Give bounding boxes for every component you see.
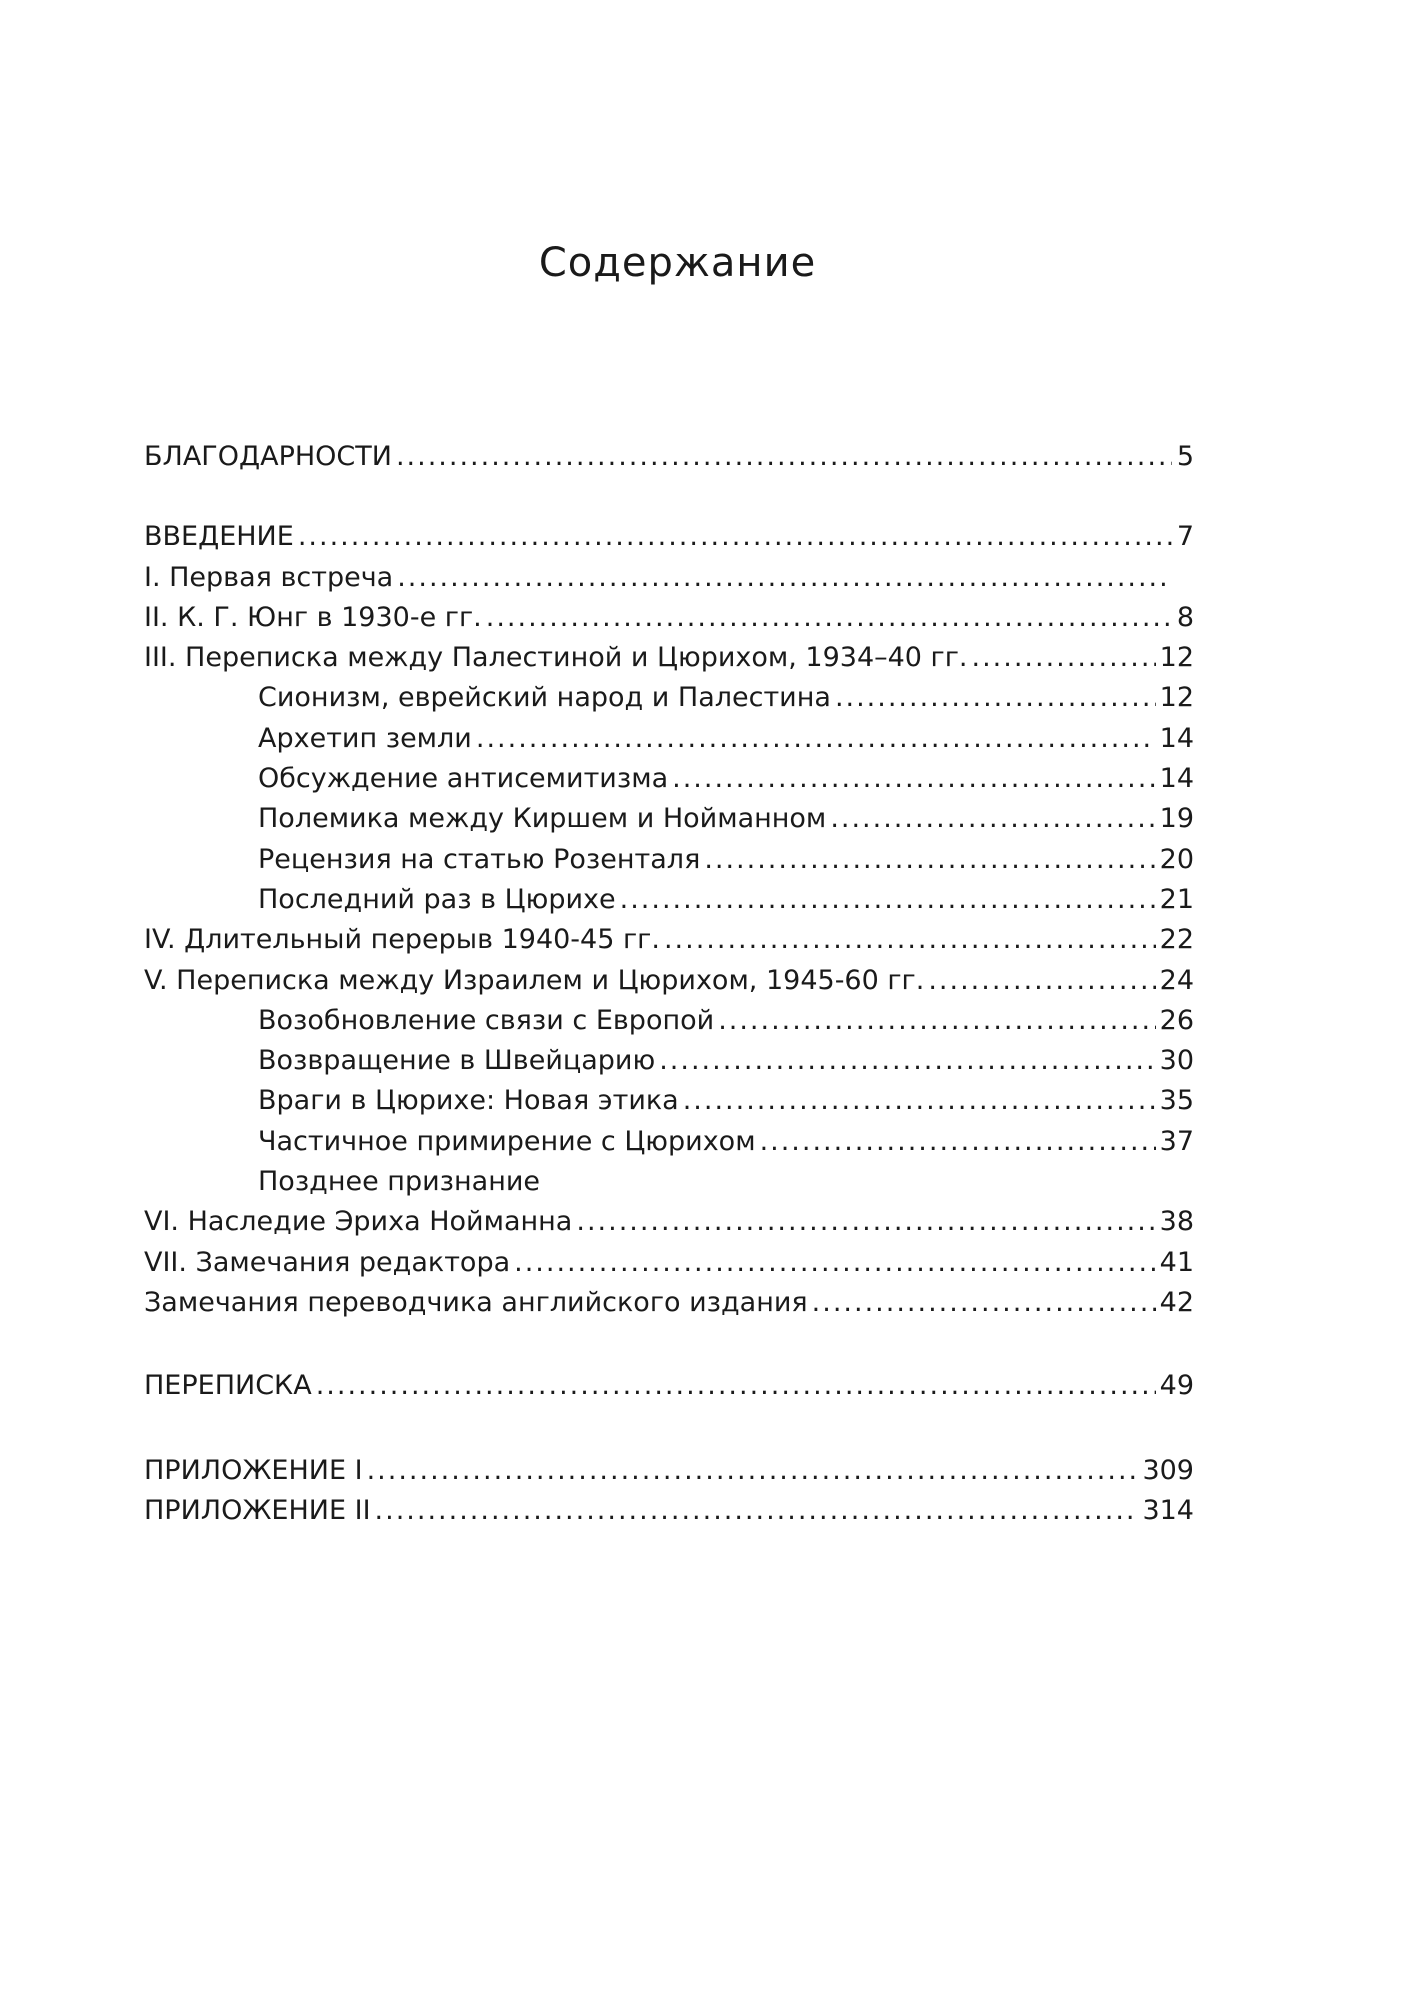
toc-entry-page: 12 xyxy=(1159,682,1194,714)
dot-leader xyxy=(620,880,1156,920)
table-of-contents xyxy=(144,437,1194,1531)
toc-subentry-kirsch-neumann[interactable] xyxy=(144,799,1194,839)
dot-leader xyxy=(316,1366,1156,1406)
toc-subentry-rosenthal-review[interactable] xyxy=(144,840,1194,880)
toc-entry-page: 41 xyxy=(1159,1246,1194,1278)
toc-entry-title: VI. Наследие Эриха Нойманна xyxy=(144,1206,573,1238)
toc-entry-long-break[interactable] xyxy=(144,920,1194,960)
toc-subentry-return-switzerland[interactable] xyxy=(144,1041,1194,1081)
toc-entry-title: V. Переписка между Израилем и Цюрихом, 1945-60 гг. xyxy=(144,964,925,996)
toc-entry-page: 5 xyxy=(1176,441,1194,472)
toc-entry-title: ВВЕДЕНИЕ xyxy=(144,521,294,553)
dot-leader xyxy=(397,558,1172,598)
toc-subentry-zionism[interactable] xyxy=(144,678,1194,718)
toc-entry-title: Рецензия на статью Розенталя xyxy=(258,843,701,875)
toc-entry-page: 12 xyxy=(1159,642,1194,674)
toc-entry-title: III. Переписка между Палестиной и Цюрихом, 1934–40 гг. xyxy=(144,642,968,674)
dot-leader xyxy=(298,517,1172,557)
dot-leader xyxy=(812,1283,1156,1323)
toc-entry-palestine-zurich[interactable] xyxy=(144,638,1194,678)
dot-leader xyxy=(375,1491,1139,1531)
toc-entry-title: Обсуждение антисемитизма xyxy=(258,763,669,795)
toc-entry-editor-notes[interactable] xyxy=(144,1243,1194,1283)
toc-entry-title: Возвращение в Швейцарию xyxy=(258,1045,656,1077)
toc-entry-page: 7 xyxy=(1176,521,1194,553)
toc-entry-title: II. К. Г. Юнг в 1930-е гг. xyxy=(144,601,482,633)
toc-entry-jung-1930s[interactable] xyxy=(144,598,1194,638)
toc-subentry-renewed-contact[interactable] xyxy=(144,1001,1194,1041)
toc-entry-page: 314 xyxy=(1142,1494,1194,1526)
dot-leader xyxy=(367,1451,1139,1491)
toc-entry-title: Полемика между Киршем и Нойманном xyxy=(258,803,827,835)
dot-leader xyxy=(928,961,1155,1001)
toc-entry-title: Замечания переводчика английского издания xyxy=(144,1286,808,1318)
page-title: Содержание xyxy=(538,240,817,286)
toc-entry-page: 49 xyxy=(1159,1370,1194,1402)
dot-leader xyxy=(486,598,1172,638)
dot-leader xyxy=(672,759,1156,799)
toc-entry-title: БЛАГОДАРНОСТИ xyxy=(144,441,392,472)
toc-entry-title: VII. Замечания редактора xyxy=(144,1246,511,1278)
toc-entry-title: Враги в Цюрихе: Новая этика xyxy=(258,1085,679,1117)
toc-subentry-enemies-zurich[interactable] xyxy=(144,1081,1194,1121)
dot-leader xyxy=(514,1243,1156,1283)
toc-subentry-archetype-land[interactable] xyxy=(144,719,1194,759)
toc-entry-title: ПРИЛОЖЕНИЕ II xyxy=(144,1494,371,1526)
toc-entry-title: ПЕРЕПИСКА xyxy=(144,1370,312,1402)
toc-entry-page: 19 xyxy=(1159,803,1194,835)
toc-entry-appendix-2[interactable] xyxy=(144,1491,1194,1531)
toc-entry-introduction[interactable] xyxy=(144,517,1194,557)
dot-leader xyxy=(476,719,1156,759)
dot-leader xyxy=(396,437,1172,477)
toc-entry-title: I. Первая встреча xyxy=(144,561,394,593)
dot-leader xyxy=(683,1081,1156,1121)
toc-entry-page: 42 xyxy=(1159,1286,1194,1318)
toc-entry-title: Последний раз в Цюрихе xyxy=(258,883,616,915)
toc-entry-page: 24 xyxy=(1159,964,1194,996)
toc-entry-page: 14 xyxy=(1159,722,1194,754)
toc-entry-page: 22 xyxy=(1159,924,1194,956)
toc-entry-page: 8 xyxy=(1176,601,1194,633)
toc-entry-acknowledgements[interactable] xyxy=(144,437,1194,477)
toc-entry-page: 30 xyxy=(1159,1045,1194,1077)
toc-entry-page: 37 xyxy=(1159,1125,1194,1157)
dot-leader xyxy=(664,920,1156,960)
toc-subentry-antisemitism[interactable] xyxy=(144,759,1194,799)
toc-subentry-late-recognition[interactable] xyxy=(144,1162,1194,1202)
toc-entry-title: ПРИЛОЖЕНИЕ I xyxy=(144,1454,363,1486)
dot-leader xyxy=(576,1202,1155,1242)
toc-entry-page: 309 xyxy=(1142,1454,1194,1486)
toc-subentry-last-time-zurich[interactable] xyxy=(144,880,1194,920)
toc-entry-title: Возобновление связи с Европой xyxy=(258,1004,715,1036)
toc-entry-title: Сионизм, еврейский народ и Палестина xyxy=(258,682,831,714)
toc-entry-appendix-1[interactable] xyxy=(144,1451,1194,1491)
toc-entry-page: 14 xyxy=(1159,763,1194,795)
toc-entry-correspondence[interactable] xyxy=(144,1366,1194,1406)
toc-entry-neumann-legacy[interactable] xyxy=(144,1202,1194,1242)
dot-leader xyxy=(718,1001,1155,1041)
toc-entry-title: Частичное примирение с Цюрихом xyxy=(258,1125,756,1157)
toc-entry-title: Позднее признание xyxy=(258,1166,541,1198)
dot-leader xyxy=(659,1041,1155,1081)
toc-entry-translator-notes[interactable] xyxy=(144,1283,1194,1323)
toc-entry-page: 38 xyxy=(1159,1206,1194,1238)
toc-entry-first-meeting[interactable] xyxy=(144,558,1194,598)
toc-entry-title: IV. Длительный перерыв 1940-45 гг. xyxy=(144,924,660,956)
dot-leader xyxy=(972,638,1156,678)
toc-entry-page: 26 xyxy=(1159,1004,1194,1036)
dot-leader xyxy=(704,840,1155,880)
toc-entry-title: Архетип земли xyxy=(258,722,472,754)
toc-entry-page: 35 xyxy=(1159,1085,1194,1117)
dot-leader xyxy=(830,799,1155,839)
toc-entry-page: 21 xyxy=(1159,883,1194,915)
toc-subentry-partial-reconciliation[interactable] xyxy=(144,1122,1194,1162)
dot-leader xyxy=(760,1122,1156,1162)
toc-entry-israel-zurich[interactable] xyxy=(144,961,1194,1001)
dot-leader xyxy=(835,678,1156,718)
toc-entry-page: 20 xyxy=(1159,843,1194,875)
